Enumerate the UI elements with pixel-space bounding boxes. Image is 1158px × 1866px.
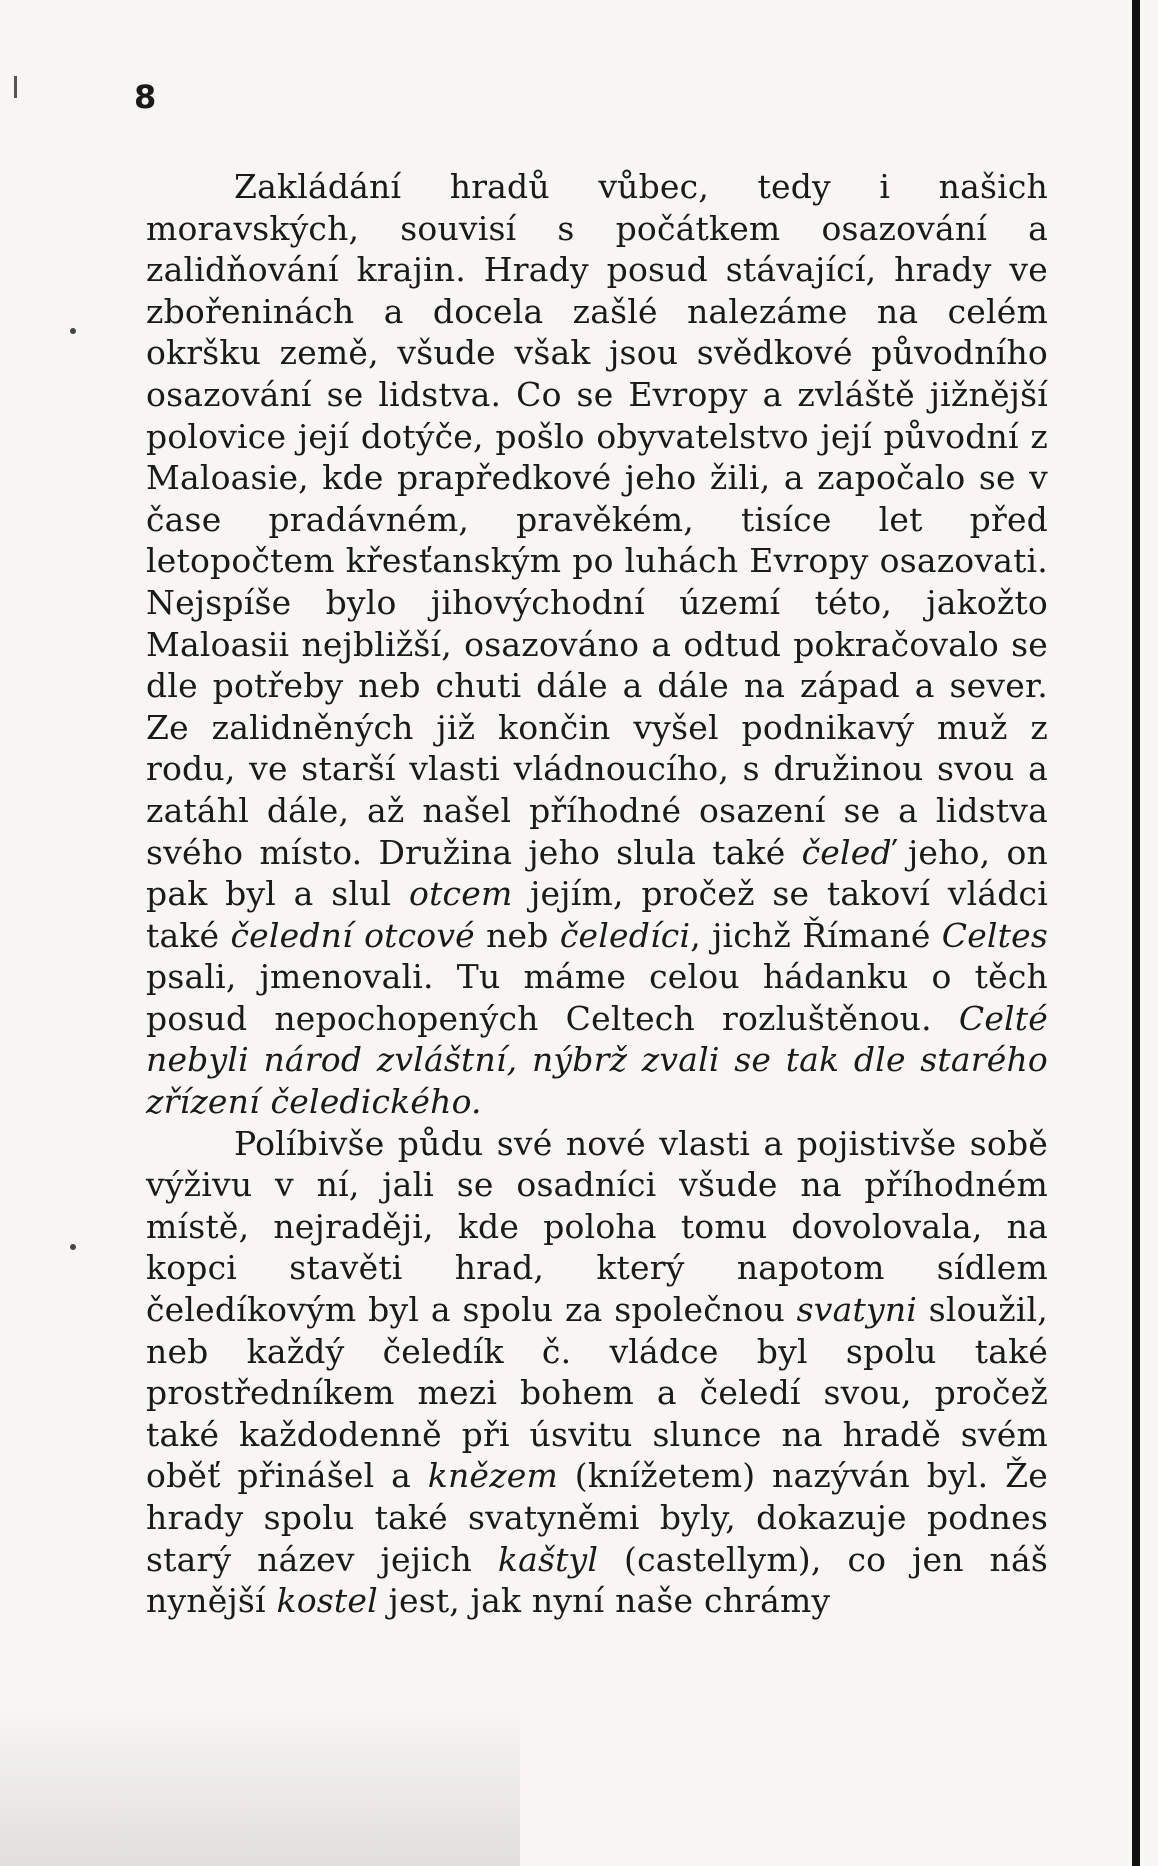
italic-term: kostel — [276, 1581, 378, 1621]
italic-term: Celtes — [941, 915, 1049, 955]
text-segment: jeho, on pak byl a slul — [146, 832, 1048, 914]
italic-term: kaštyl — [497, 1539, 599, 1579]
italic-term: čeledíci — [559, 915, 691, 955]
page-number: 8 — [134, 78, 157, 116]
text-segment: (knížetem) nazýván byl. Že hrady spolu také svatyněmi byly, dokazuje podnes starý název jejich — [146, 1456, 1048, 1579]
text-segment: psali, jmenovali. Tu máme celou hádanku o těch posud nepochopených Celtech rozluštěnou. — [146, 957, 1048, 1038]
scan-speck — [70, 1244, 76, 1250]
scan-smudge — [0, 1706, 520, 1866]
text-segment: jest, jak nyní naše chrámy — [377, 1581, 831, 1621]
body-text — [146, 166, 1048, 1622]
page-edge-shadow — [1132, 0, 1140, 1866]
scan-margin-mark — [14, 76, 17, 98]
text-segment: , jichž Římané — [690, 915, 942, 955]
text-segment: Zakládání hradů vůbec, tedy i našich moravských, souvisí s počátkem osazování a zalidňování krajin. Hrady posud stávající, hrady ve zbořeninách a docela zašlé nalezáme na celém okršku země, všude však jsou svědkové původního osazování se lidstva. Co se Evropy a zvláště jižnější polovice její dotýče, pošlo obyvatelstvo její původní z Maloasie, kde prapředkové jeho žili, a započalo se v čase pradávném, pravěkém, tisíce let před letopočtem křesťanským po luhách Evropy osazovati. Nejspíše bylo jihovýchodní území této, jakožto Maloasii nejbližší, osazováno a odtud pokračovalo se dle potřeby neb chuti dále a dále na západ a sever. Ze zalidněných již končin vyšel podnikavý muž z rodu, ve starší vlasti vládnoucího, s družinou svou a zatáhl dále, až našel příhodné osazení se a lidstva svého místo. Družina jeho slula také — [146, 167, 1048, 872]
scan-speck — [70, 328, 76, 334]
text-segment: sloužil, neb každý čeledík č. vládce byl spolu také prostředníkem mezi bohem a čeledí svou, pročež také každodenně při úsvitu slunce na hradě svém oběť přinášel a — [146, 1290, 1048, 1496]
paragraph-2 — [146, 1123, 1048, 1622]
italic-term: otcem — [409, 874, 513, 914]
text-segment: neb — [474, 915, 560, 955]
text-segment: Políbivše půdu své nové vlasti a pojistivše sobě výživu v ní, jali se osadníci všude na příhodném místě, nejraději, kde poloha tomu dovolovala, na kopci stavěti hrad, který napotom sídlem čeledíkovým byl a spolu za společnou — [146, 1123, 1048, 1330]
text-segment: (castellym), co jen náš nynější — [146, 1539, 1049, 1621]
italic-term: čelední otcové — [230, 915, 475, 955]
italic-term: svatyni — [796, 1290, 918, 1330]
text-segment: jejím, pročež se takoví vládci také — [146, 874, 1048, 955]
italic-sentence: Celté nebyli národ zvláštní, nýbrž zvali se tak dle starého zřízení čeledického. — [146, 998, 1048, 1122]
paragraph-1 — [146, 166, 1048, 1123]
italic-term: knězem — [427, 1456, 558, 1496]
italic-term: čeleď — [801, 832, 892, 872]
